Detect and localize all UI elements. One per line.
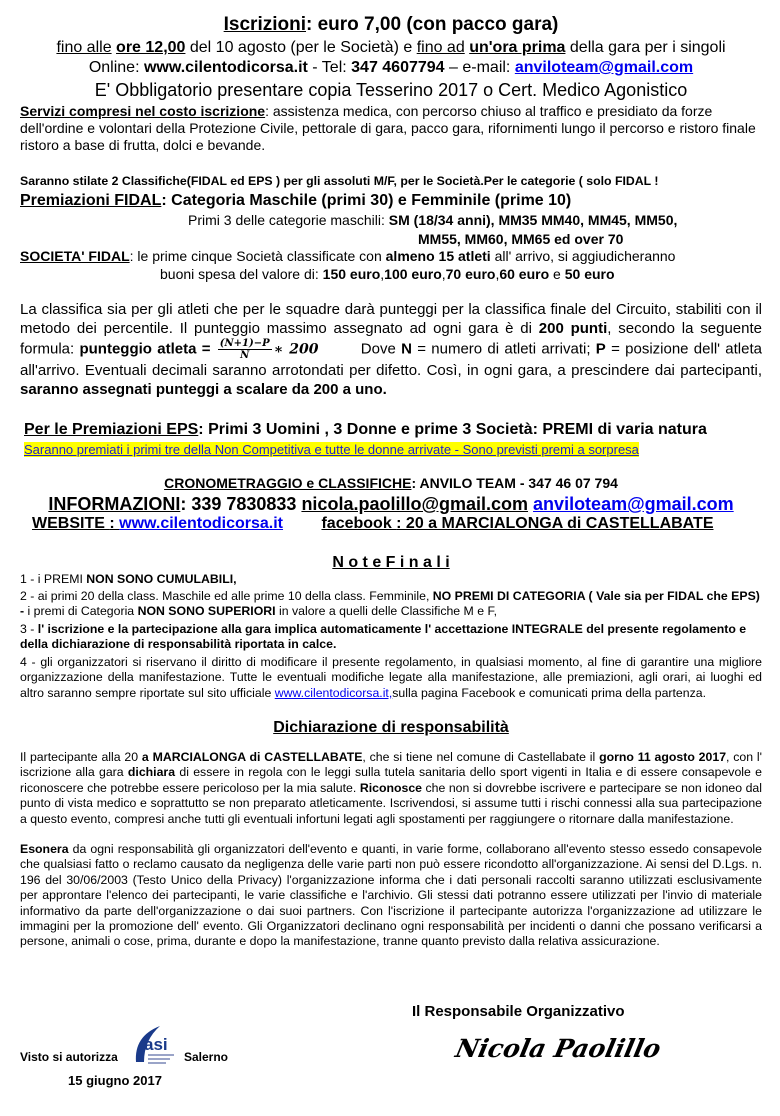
note-2: 2 - ai primi 20 della class. Maschile ed alle prime 10 della class. Femminile, NO PREMI DI CATEGORIA ( Vale sia per FIDAL che EPS) - i premi di Categoria NON SONO SUPERIORI in valore a quelli delle Classifiche M e F, — [20, 589, 760, 619]
website-text: www.cilentodicorsa.it — [143, 59, 308, 76]
score-formula-multiplier: ∗ 200 — [273, 341, 319, 358]
score-formula-fraction: $\frac{(N+1)-P}{N}$ — [219, 338, 270, 361]
dichiarazione-p2: Esonera da ogni responsabilità gli organizzatori dell'evento e quanti, in varie forme, collaborano all'evento stesso essedo consapevole che qualsiasi fatto o reclamo causato da negligenza delle varie parti non può essere ricondotto all'organizzazione. Ai sensi del D.Lgs. n. 196 del 30/06/2003 (Testo Unico della Privacy) l'organizzazione informa che i dati personali raccolti saranno utilizzati esclusivamente per approntare l'elenco dei partecipanti, le varie classifiche e l'archivio. Gli stessi dati potranno essere utilizzati per l'invio di materiale informativo da parte dell'organizzazione o dai suoi partners. Con l'iscrizione il partecipante autorizza l'organizzazione ad utilizzare le immagini per la promozione dell' evento. Gli Organizzatori declinano ogni responsabilità per incidenti o danni che possano verificarsi a persone, animali o cose, prima, durante e dopo la manifestazione, tranne quanto previsto dalla relativa assicurazione. — [20, 842, 762, 949]
note-4: 4 - gli organizzatori si riservano il diritto di modificare il presente regolamento, in qualsiasi momento, al fine di garantire una migliore organizzazione della manifestazione. Tutte le eventuali modifiche legate alla manifestazione, alle premiazioni, agli orari, ai luoghi ed altro saranno sempre riportate sul sito ufficiale www.cilentodicorsa.it,sulla pagina Facebook e comunicati prima della partenza. — [20, 655, 762, 700]
note-website-link[interactable]: www.cilentodicorsa.it, — [274, 685, 393, 700]
registration-title — [20, 14, 762, 36]
signature: Nicola Paolillo — [452, 1034, 664, 1063]
categories-line: Primi 3 delle categorie maschili: SM (18/34 anni), MM35 MM40, MM45, MM50, — [188, 212, 678, 228]
salerno-label: Salerno — [184, 1050, 229, 1064]
website-line: WEBSITE : www.cilentodicorsa.it facebook : 20 a MARCIALONGA di CASTELLABATE — [32, 515, 714, 532]
obligatory-notice: E' Obbligatorio presentare copia Tesserino 2017 o Cert. Medico Agonistico — [94, 80, 688, 100]
note-finali-title: N o t e F i n a l i — [332, 554, 450, 571]
dichiarazione-title: Dichiarazione di responsabilità — [273, 719, 509, 736]
contact-line: Online: www.cilentodicorsa.it - Tel: 347 4607794 – e-mail: anviloteam@gmail.com — [88, 59, 694, 76]
note-1: 1 - i PREMI NON SONO CUMULABILI, — [20, 572, 237, 586]
asi-logo — [130, 1022, 182, 1068]
visto-label: Visto si autorizza — [20, 1050, 118, 1064]
asi-logo-icon — [130, 1022, 182, 1068]
premiazioni-fidal: Premiazioni FIDAL: Categoria Maschile (primi 30) e Femminile (prime 10) — [20, 192, 572, 209]
circuito-paragraph: La classifica sia per gli atleti che per le squadre darà punteggi per la classifica finale del Circuito, stabiliti con il metodo dei percentile. Il punteggio massimo assegnato ad ogni gara è di 200 punti, secondo la seguente formula: punteggio atleta = $\frac{(N+1)-P}{N}$ ∗ 200 Dove N = numero di atleti arrivati; P = posizione dell' atleta all'arrivo. Eventuali decimali saranno arrotondati per difetto. Così, in ogni gara, a prescindere dai partecipanti, saranno assegnati punteggi a scalare da 200 a uno. — [20, 301, 762, 398]
services-label: Servizi compresi nel costo iscrizione — [20, 103, 266, 119]
phone-text: 347 4607794 — [351, 59, 445, 76]
website-link[interactable]: www.cilentodicorsa.it — [119, 515, 284, 532]
info-email-2[interactable]: anviloteam@gmail.com — [533, 494, 734, 514]
services-paragraph: Servizi compresi nel costo iscrizione: assistenza medica, con percorso chiuso al traffico e presidiato da forze dell'ordine e volontari della Protezione Civile, pettorale di gara, pacco gara, rifornimenti lungo il percorso e ristoro finale ristoro a base di frutta, dolci e bevande. — [20, 103, 756, 153]
note-3: 3 - l' iscrizione e la partecipazione alla gara implica automaticamente l' accettazione INTEGRALE del presente regolamento e della dichiarazione di responsabilità riportata in calce. — [20, 622, 747, 652]
title-label: Iscrizioni — [223, 14, 306, 35]
responsabile-label: Il Responsabile Organizzativo — [412, 1003, 625, 1020]
title-price: : euro 7,00 (con pacco gara) — [306, 14, 559, 35]
date-label: 15 giugno 2017 — [68, 1073, 162, 1088]
eps-highlight: Saranno premiati i primi tre della Non Competitiva e tutte le donne arrivate - Sono previsti premi a sorpresa — [24, 442, 639, 457]
deadline-line: fino alle ore 12,00 del 10 agosto (per le Società) e fino ad un'ora prima della gara per i singoli — [56, 39, 726, 56]
eps-awards: Per le Premiazioni EPS: Primi 3 Uomini , 3 Donne e prime 3 Società: PREMI di varia natura — [24, 421, 707, 438]
categories-line-2: MM55, MM60, MM65 ed over 70 — [418, 231, 624, 247]
email-link[interactable]: anviloteam@gmail.com — [514, 59, 694, 76]
dichiarazione-p1: Il partecipante alla 20 a MARCIALONGA di CASTELLABATE, che si tiene nel comune di Castellabate il gorno 11 agosto 2017, con l' iscrizione alla gara dichiara di essere in regola con le leggi sulla tutela sanitaria dello sport vigenti in Italia e di essere consapevole e riconoscere che potrebbe essere pericoloso per la mia salute. Riconosce che non si dovrebbe iscrivere e partecipare se non idoneo dal punto di vista medico e soprattutto se non preparato atleticamente. Iscrivendosi, si assume tutti i rischi connessi alla sua partecipazione a questo evento, compresi anche tutti gli eventuali infortuni legati agli spostamenti per raggiungere o ritornare dalla manifestazione. — [20, 750, 763, 826]
svg-text:asi: asi — [144, 1035, 168, 1054]
classifiche-note: Saranno stilate 2 Classifiche(FIDAL ed EPS ) per gli assoluti M/F, per le Società.Per le categorie ( solo FIDAL ! — [20, 174, 659, 188]
informazioni-line: INFORMAZIONI: 339 7830833 nicola.paolillo@gmail.com anviloteam@gmail.com — [48, 494, 734, 514]
info-email-1[interactable]: nicola.paolillo@gmail.com — [301, 494, 529, 514]
societa-prizes: buoni spesa del valore di: 150 euro,100 euro,70 euro,60 euro e 50 euro — [160, 266, 615, 282]
facebook-label: facebook — [321, 515, 397, 532]
societa-fidal: SOCIETA' FIDAL: le prime cinque Società classificate con almeno 15 atleti all' arrivo, si aggiudicheranno — [20, 248, 676, 264]
cronometraggio-line: CRONOMETRAGGIO e CLASSIFICHE: ANVILO TEAM - 347 46 07 794 — [164, 475, 618, 491]
